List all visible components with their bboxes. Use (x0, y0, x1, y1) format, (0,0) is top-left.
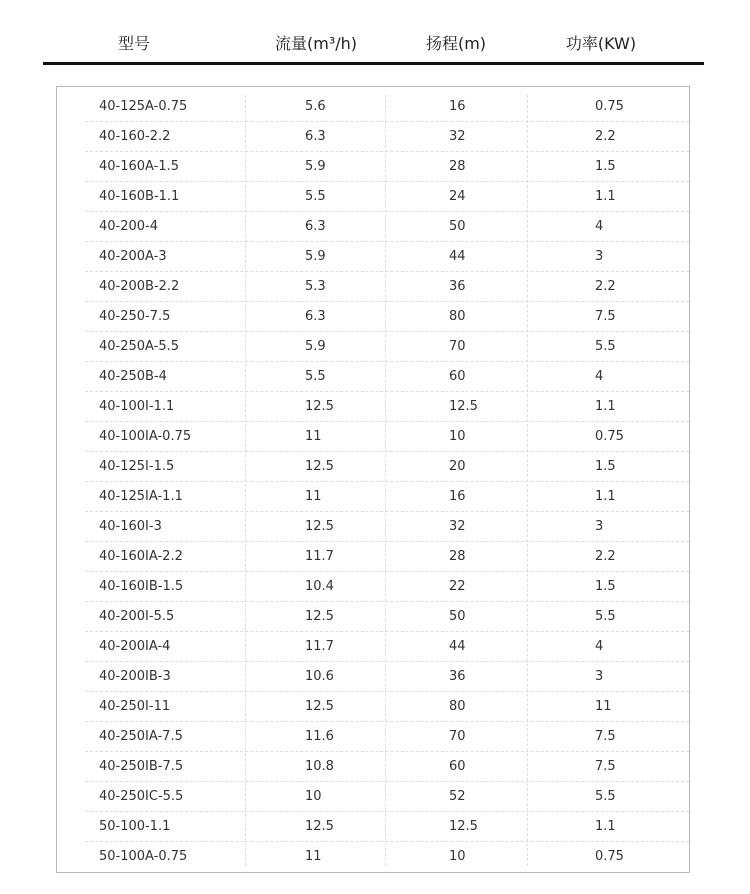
head-cell: 32 (449, 519, 466, 534)
head-cell: 52 (449, 789, 466, 804)
table-row (85, 482, 689, 512)
power-cell: 1.1 (595, 819, 616, 834)
flow-cell: 5.5 (305, 189, 326, 204)
power-cell: 1.5 (595, 579, 616, 594)
table-row (85, 152, 689, 182)
table-row (85, 362, 689, 392)
table-row (85, 392, 689, 422)
table-row (85, 92, 689, 122)
model-cell: 40-160A-1.5 (99, 159, 180, 174)
flow-cell: 5.9 (305, 339, 326, 354)
table-row (85, 602, 689, 632)
flow-cell: 5.5 (305, 369, 326, 384)
flow-cell: 6.3 (305, 219, 326, 234)
head-cell: 24 (449, 189, 466, 204)
flow-cell: 10 (305, 789, 322, 804)
power-cell: 2.2 (595, 279, 616, 294)
model-cell: 40-200IA-4 (99, 639, 171, 654)
table-row (85, 422, 689, 452)
flow-cell: 6.3 (305, 129, 326, 144)
head-cell: 20 (449, 459, 466, 474)
model-cell: 40-250IC-5.5 (99, 789, 184, 804)
power-cell: 1.1 (595, 399, 616, 414)
table-row (85, 692, 689, 722)
power-cell: 4 (595, 219, 604, 234)
model-cell: 40-160IB-1.5 (99, 579, 184, 594)
model-cell: 40-250B-4 (99, 369, 167, 384)
power-cell: 5.5 (595, 339, 616, 354)
model-cell: 40-250IA-7.5 (99, 729, 183, 744)
model-cell: 40-160I-3 (99, 519, 162, 534)
header-power: 功率(KW) (565, 34, 637, 53)
power-cell: 7.5 (595, 759, 616, 774)
flow-cell: 6.3 (305, 309, 326, 324)
flow-cell: 11 (305, 849, 322, 864)
head-cell: 12.5 (449, 819, 478, 834)
power-cell: 0.75 (595, 849, 624, 864)
power-cell: 3 (595, 249, 604, 264)
power-cell: 5.5 (595, 609, 616, 624)
table-row (85, 632, 689, 662)
model-cell: 40-250I-11 (99, 699, 171, 714)
power-cell: 7.5 (595, 729, 616, 744)
power-cell: 11 (595, 699, 612, 714)
head-cell: 36 (449, 279, 466, 294)
table-row (85, 662, 689, 692)
head-cell: 60 (449, 759, 466, 774)
head-cell: 16 (449, 99, 466, 114)
head-cell: 70 (449, 729, 466, 744)
head-cell: 50 (449, 219, 466, 234)
flow-cell: 12.5 (305, 819, 334, 834)
header-head: 扬程(m) (425, 34, 487, 53)
table-row (85, 212, 689, 242)
model-cell: 40-250A-5.5 (99, 339, 180, 354)
model-cell: 40-160-2.2 (99, 129, 171, 144)
model-cell: 40-100IA-0.75 (99, 429, 192, 444)
power-cell: 2.2 (595, 129, 616, 144)
table-row (85, 782, 689, 812)
power-cell: 4 (595, 369, 604, 384)
power-cell: 4 (595, 639, 604, 654)
table-row (85, 242, 689, 272)
power-cell: 0.75 (595, 99, 624, 114)
head-cell: 60 (449, 369, 466, 384)
header-model: 型号 (117, 34, 151, 53)
head-cell: 80 (449, 699, 466, 714)
flow-cell: 5.6 (305, 99, 326, 114)
header-flow: 流量(m³/h) (274, 34, 358, 53)
power-cell: 2.2 (595, 549, 616, 564)
head-cell: 44 (449, 639, 466, 654)
flow-cell: 10.6 (305, 669, 334, 684)
model-cell: 40-200A-3 (99, 249, 167, 264)
power-cell: 3 (595, 669, 604, 684)
model-cell: 40-125A-0.75 (99, 99, 188, 114)
table-row (85, 812, 689, 842)
model-cell: 50-100-1.1 (99, 819, 171, 834)
head-cell: 22 (449, 579, 466, 594)
table-row (85, 572, 689, 602)
table-row (85, 512, 689, 542)
flow-cell: 11.7 (305, 639, 334, 654)
table-row (85, 302, 689, 332)
head-cell: 80 (449, 309, 466, 324)
head-cell: 28 (449, 549, 466, 564)
head-cell: 28 (449, 159, 466, 174)
power-cell: 5.5 (595, 789, 616, 804)
head-cell: 10 (449, 429, 466, 444)
flow-cell: 12.5 (305, 699, 334, 714)
table-row (85, 842, 689, 872)
flow-cell: 11.6 (305, 729, 334, 744)
flow-cell: 12.5 (305, 399, 334, 414)
model-cell: 40-250-7.5 (99, 309, 171, 324)
model-cell: 40-200-4 (99, 219, 159, 234)
flow-cell: 11.7 (305, 549, 334, 564)
head-cell: 16 (449, 489, 466, 504)
model-cell: 40-160B-1.1 (99, 189, 180, 204)
head-cell: 32 (449, 129, 466, 144)
power-cell: 1.1 (595, 489, 616, 504)
table-row (85, 452, 689, 482)
table-row (85, 542, 689, 572)
flow-cell: 5.3 (305, 279, 326, 294)
head-cell: 50 (449, 609, 466, 624)
head-cell: 12.5 (449, 399, 478, 414)
table-row (85, 182, 689, 212)
table-row (85, 752, 689, 782)
flow-cell: 11 (305, 429, 322, 444)
flow-cell: 12.5 (305, 519, 334, 534)
power-cell: 1.5 (595, 159, 616, 174)
power-cell: 0.75 (595, 429, 624, 444)
flow-cell: 11 (305, 489, 322, 504)
head-cell: 44 (449, 249, 466, 264)
model-cell: 50-100A-0.75 (99, 849, 188, 864)
flow-cell: 5.9 (305, 159, 326, 174)
spec-table (56, 86, 690, 873)
model-cell: 40-200IB-3 (99, 669, 171, 684)
flow-cell: 10.4 (305, 579, 334, 594)
table-header (43, 24, 704, 65)
model-cell: 40-125I-1.5 (99, 459, 175, 474)
head-cell: 70 (449, 339, 466, 354)
table-row (85, 272, 689, 302)
head-cell: 36 (449, 669, 466, 684)
model-cell: 40-250IB-7.5 (99, 759, 184, 774)
head-cell: 10 (449, 849, 466, 864)
power-cell: 7.5 (595, 309, 616, 324)
table-row (85, 722, 689, 752)
power-cell: 1.1 (595, 189, 616, 204)
model-cell: 40-200I-5.5 (99, 609, 175, 624)
flow-cell: 12.5 (305, 459, 334, 474)
model-cell: 40-100I-1.1 (99, 399, 175, 414)
power-cell: 1.5 (595, 459, 616, 474)
power-cell: 3 (595, 519, 604, 534)
model-cell: 40-160IA-2.2 (99, 549, 183, 564)
table-row (85, 332, 689, 362)
table-row (85, 122, 689, 152)
flow-cell: 12.5 (305, 609, 334, 624)
flow-cell: 10.8 (305, 759, 334, 774)
flow-cell: 5.9 (305, 249, 326, 264)
model-cell: 40-125IA-1.1 (99, 489, 183, 504)
model-cell: 40-200B-2.2 (99, 279, 180, 294)
